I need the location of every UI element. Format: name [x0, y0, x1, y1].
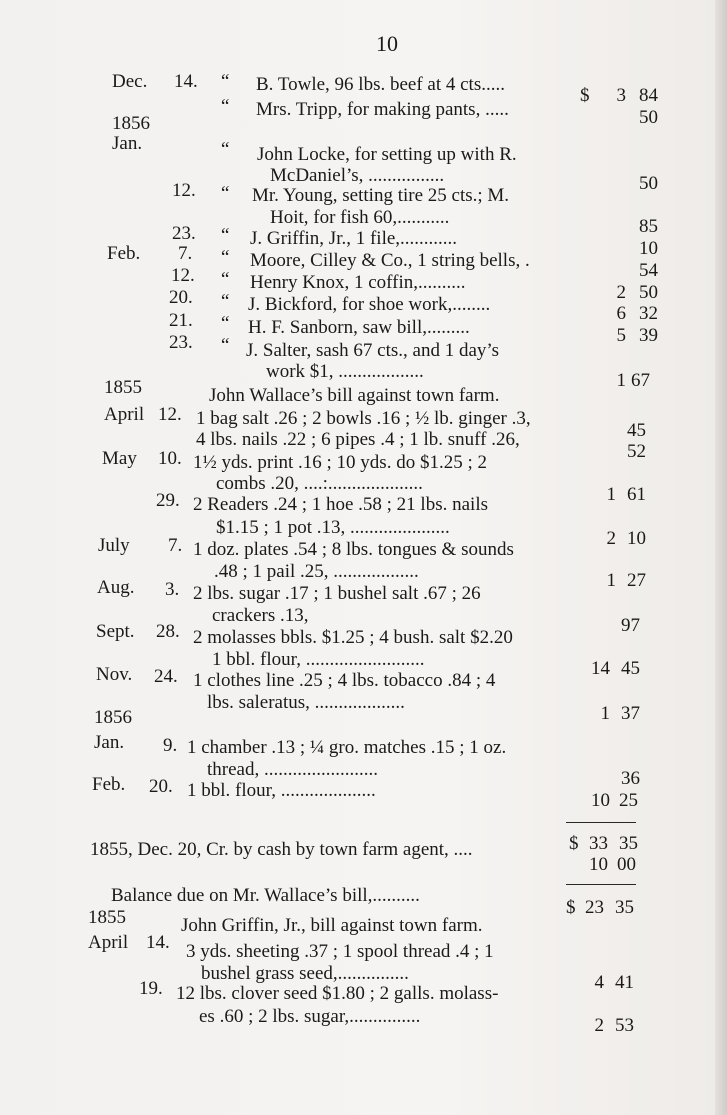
- entry-text: 1 bbl. flour, .........................: [212, 649, 425, 670]
- entry-day: 7.: [178, 243, 193, 264]
- entry-day: 19.: [139, 978, 163, 999]
- amount-dollars: 2: [606, 528, 616, 549]
- year-heading: 1855: [88, 907, 126, 928]
- amount-cents: 35: [619, 833, 638, 854]
- amount-dollars: 5: [616, 325, 626, 346]
- entry-day: 20.: [149, 776, 173, 797]
- entry-text: 1 bbl. flour, ....................: [187, 780, 376, 801]
- year-heading: 1856: [112, 113, 150, 134]
- entry-month: May: [102, 448, 137, 469]
- entry-text: 1 clothes line .25 ; 4 lbs. tobacco .84 ; 4: [193, 670, 496, 691]
- entry-month: April: [104, 404, 145, 425]
- entry-text: 1 bag salt .26 ; 2 bowls .16 ; ½ lb. ginger .3,: [196, 408, 531, 429]
- entry-month: Feb.: [107, 243, 141, 264]
- amount-cents: 10: [639, 238, 658, 259]
- amount-dollars: 33: [589, 833, 608, 854]
- entry-text: work $1, ..................: [266, 361, 424, 382]
- entry-month: Jan.: [94, 732, 125, 753]
- amount-dollars: 10: [591, 790, 610, 811]
- amount-dollars: 2: [616, 282, 626, 303]
- ditto-mark: “: [221, 291, 230, 312]
- entry-month: Aug.: [97, 577, 135, 598]
- entry-text: B. Towle, 96 lbs. beef at 4 cts.....: [256, 74, 505, 95]
- bill-heading: John Wallace’s bill against town farm.: [209, 385, 500, 406]
- entry-text: 1 chamber .13 ; ¼ gro. matches .15 ; 1 oz.: [187, 737, 507, 758]
- amount-cents: 67: [631, 370, 650, 391]
- entry-text: Hoit, for fish 60,...........: [270, 207, 450, 228]
- amount-cents: 54: [639, 260, 658, 281]
- amount-cents: 50: [639, 107, 658, 128]
- amount-cents: 84: [639, 85, 658, 106]
- amount-cents: 50: [639, 282, 658, 303]
- amount-cents: 45: [627, 420, 646, 441]
- entry-day: 24.: [154, 666, 178, 687]
- entry-text: combs .20, ....:....................: [216, 473, 423, 494]
- ditto-mark: “: [221, 71, 230, 92]
- total-rule: [566, 822, 636, 823]
- entry-month: Dec.: [112, 71, 148, 92]
- amount-cents: 85: [639, 216, 658, 237]
- entry-day: 29.: [156, 490, 180, 511]
- entry-day: 12.: [171, 265, 195, 286]
- amount-cents: 41: [615, 972, 634, 993]
- year-heading: 1855: [104, 377, 142, 398]
- entry-text: 1 doz. plates .54 ; 8 lbs. tongues & sounds: [193, 539, 514, 560]
- amount-cents: 53: [615, 1015, 634, 1036]
- entry-day: 12.: [158, 404, 182, 425]
- entry-text: 12 lbs. clover seed $1.80 ; 2 galls. molass-: [176, 983, 499, 1004]
- entry-day: 23.: [172, 223, 196, 244]
- amount-dollars: 1: [606, 570, 616, 591]
- entry-day: 9.: [163, 735, 178, 756]
- amount-dollars: 6: [616, 303, 626, 324]
- entry-month: Sept.: [96, 621, 135, 642]
- amount-cents: 27: [627, 570, 646, 591]
- amount-cents: 35: [615, 897, 634, 918]
- entry-text: 3 yds. sheeting .37 ; 1 spool thread .4 ; 1: [186, 941, 494, 962]
- entry-day: 21.: [169, 310, 193, 331]
- entry-text: Mrs. Tripp, for making pants, .....: [256, 99, 509, 120]
- entry-text: es .60 ; 2 lbs. sugar,...............: [199, 1006, 421, 1027]
- entry-day: 28.: [156, 621, 180, 642]
- entry-month: Feb.: [92, 774, 126, 795]
- entry-text: 4 lbs. nails .22 ; 6 pipes .4 ; 1 lb. snuff .26,: [196, 429, 520, 450]
- ditto-mark: “: [221, 225, 230, 246]
- ditto-mark: “: [221, 247, 230, 268]
- entry-text: 1½ yds. print .16 ; 10 yds. do $1.25 ; 2: [193, 452, 487, 473]
- entry-text: lbs. saleratus, ...................: [207, 692, 405, 713]
- entry-text: $1.15 ; 1 pot .13, .....................: [216, 517, 450, 538]
- amount-dollars: 14: [591, 658, 610, 679]
- ditto-mark: “: [221, 313, 230, 334]
- amount-cents: 36: [621, 768, 640, 789]
- entry-text: Henry Knox, 1 coffin,..........: [250, 272, 466, 293]
- entry-text: crackers .13,: [212, 605, 309, 626]
- entry-month: Jan.: [112, 133, 143, 154]
- amount-dollars: 1: [606, 484, 616, 505]
- bill-heading: John Griffin, Jr., bill against town farm.: [181, 915, 483, 936]
- entry-day: 12.: [172, 180, 196, 201]
- balance-rule: [566, 884, 636, 885]
- amount-cents: 61: [627, 484, 646, 505]
- entry-day: 14.: [174, 71, 198, 92]
- amount-cents: 50: [639, 173, 658, 194]
- entry-month: July: [98, 535, 130, 556]
- entry-text: Mr. Young, setting tire 25 cts.; M.: [252, 185, 510, 206]
- amount-dollars: 2: [594, 1015, 604, 1036]
- entry-day: 7.: [168, 535, 183, 556]
- balance-line: Balance due on Mr. Wallace’s bill,..........: [111, 885, 420, 906]
- amount-cents: 52: [627, 441, 646, 462]
- entry-text: bushel grass seed,...............: [201, 963, 409, 984]
- entry-day: 23.: [169, 332, 193, 353]
- credit-line: 1855, Dec. 20, Cr. by cash by town farm agent, ....: [90, 839, 473, 860]
- entry-day: 10.: [158, 448, 182, 469]
- entry-month: Nov.: [96, 664, 133, 685]
- dollar-sign: $: [580, 85, 590, 106]
- amount-cents: 37: [621, 703, 640, 724]
- dollar-sign: $: [566, 897, 576, 918]
- amount-cents: 39: [639, 325, 658, 346]
- entry-text: .48 ; 1 pail .25, ..................: [214, 561, 419, 582]
- amount-cents: 00: [617, 854, 636, 875]
- ditto-mark: “: [221, 335, 230, 356]
- dollar-sign: $: [569, 833, 579, 854]
- ditto-mark: “: [221, 139, 230, 160]
- year-heading: 1856: [94, 707, 132, 728]
- entry-text: McDaniel’s, ................: [270, 165, 445, 186]
- entry-text: J. Bickford, for shoe work,........: [248, 294, 491, 315]
- entry-text: Moore, Cilley & Co., 1 string bells, .: [250, 250, 530, 271]
- ditto-mark: “: [221, 269, 230, 290]
- entry-text: 2 molasses bbls. $1.25 ; 4 bush. salt $2.20: [193, 627, 513, 648]
- page-edge: [715, 0, 727, 1115]
- amount-dollars: 1: [616, 370, 626, 391]
- amount-cents: 10: [627, 528, 646, 549]
- entry-day: 3.: [165, 579, 180, 600]
- amount-dollars: 1: [600, 703, 610, 724]
- entry-month: April: [88, 932, 129, 953]
- entry-day: 20.: [169, 287, 193, 308]
- entry-text: J. Salter, sash 67 cts., and 1 day’s: [246, 340, 500, 361]
- amount-cents: 45: [621, 658, 640, 679]
- amount-cents: 25: [619, 790, 638, 811]
- amount-dollars: 23: [585, 897, 604, 918]
- ditto-mark: “: [221, 183, 230, 204]
- amount-dollars: 10: [589, 854, 608, 875]
- entry-day: 14.: [146, 932, 170, 953]
- amount-dollars: 3: [616, 85, 626, 106]
- entry-text: H. F. Sanborn, saw bill,.........: [248, 317, 470, 338]
- page-number: 10: [376, 31, 398, 56]
- amount-cents: 97: [621, 615, 640, 636]
- entry-text: 2 lbs. sugar .17 ; 1 bushel salt .67 ; 26: [193, 583, 481, 604]
- amount-cents: 32: [639, 303, 658, 324]
- entry-text: John Locke, for setting up with R.: [257, 144, 517, 165]
- amount-dollars: 4: [594, 972, 604, 993]
- entry-text: thread, ........................: [207, 759, 378, 780]
- entry-text: 2 Readers .24 ; 1 hoe .58 ; 21 lbs. nails: [193, 494, 488, 515]
- entry-text: J. Griffin, Jr., 1 file,............: [250, 228, 458, 249]
- ditto-mark: “: [221, 96, 230, 117]
